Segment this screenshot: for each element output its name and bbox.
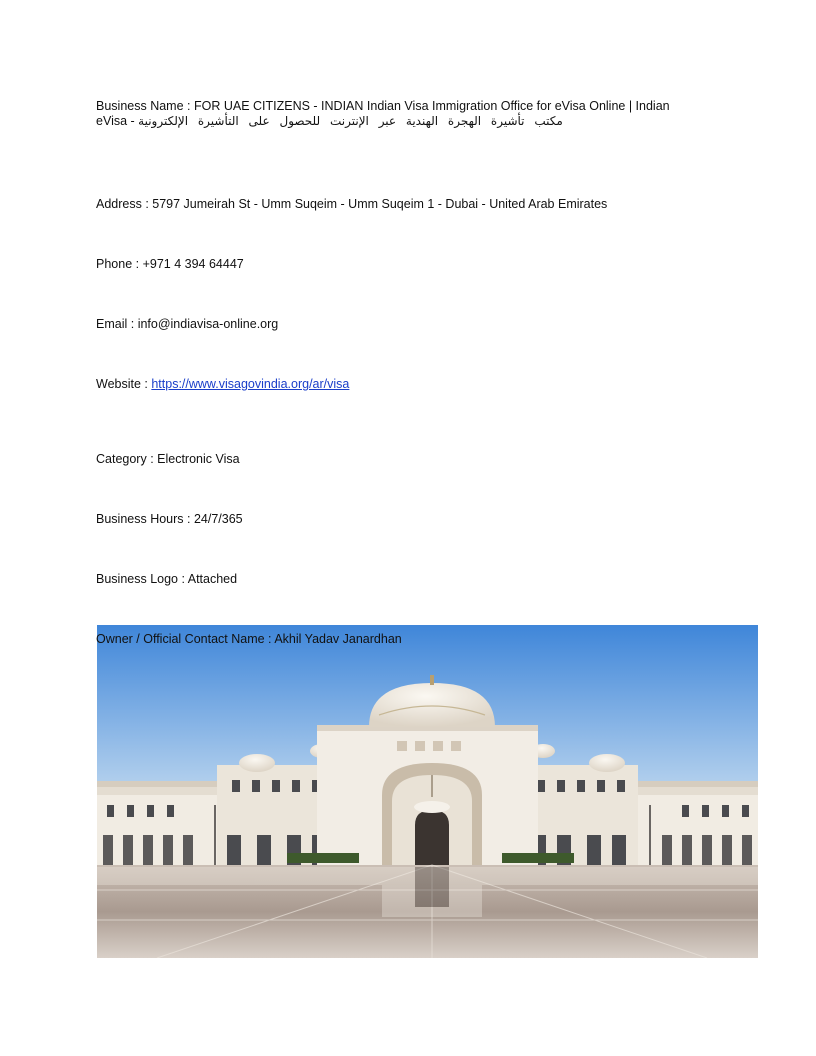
address-line xyxy=(96,197,702,212)
website-line xyxy=(96,377,702,392)
business-logo-value: Attached xyxy=(187,572,238,586)
website-label: Website : xyxy=(96,377,152,391)
category-line xyxy=(96,452,702,467)
business-name-line xyxy=(96,99,702,129)
business-logo-label: Business Logo : xyxy=(96,572,188,586)
phone-line xyxy=(96,257,702,272)
owner-line xyxy=(96,632,702,647)
email-value: info@indiavisa-online.org xyxy=(137,317,279,331)
email-line xyxy=(96,317,702,332)
phone-value: +971 4 394 64447 xyxy=(142,257,244,271)
business-logo-line xyxy=(96,572,702,587)
address-label: Address : xyxy=(96,197,153,211)
business-name-label: Business Name : xyxy=(96,99,194,113)
palace-photo xyxy=(97,625,758,958)
business-hours-line xyxy=(96,512,702,527)
business-hours-label: Business Hours : xyxy=(96,512,194,526)
business-name-arabic: مكتب تأشيرة الهجرة الهندية عبر الإنترنت للحصول على التأشيرة الإلكترونية xyxy=(138,114,563,128)
business-hours-value: 24/7/365 xyxy=(193,512,243,526)
phone-label: Phone : xyxy=(96,257,143,271)
owner-value: Akhil Yadav Janardhan xyxy=(274,632,402,646)
owner-label: Owner / Official Contact Name : xyxy=(96,632,275,646)
website-link[interactable]: https://www.visagovindia.org/ar/visa xyxy=(151,377,350,391)
category-label: Category : xyxy=(96,452,158,466)
address-value: 5797 Jumeirah St - Umm Suqeim - Umm Suqeim 1 - Dubai - United Arab Emirates xyxy=(152,197,608,211)
email-label: Email : xyxy=(96,317,138,331)
category-value: Electronic Visa xyxy=(157,452,240,466)
business-name-value: FOR UAE CITIZENS - INDIAN Indian Visa Immigration Office for eVisa Online | Indian eVisa - xyxy=(96,99,670,128)
